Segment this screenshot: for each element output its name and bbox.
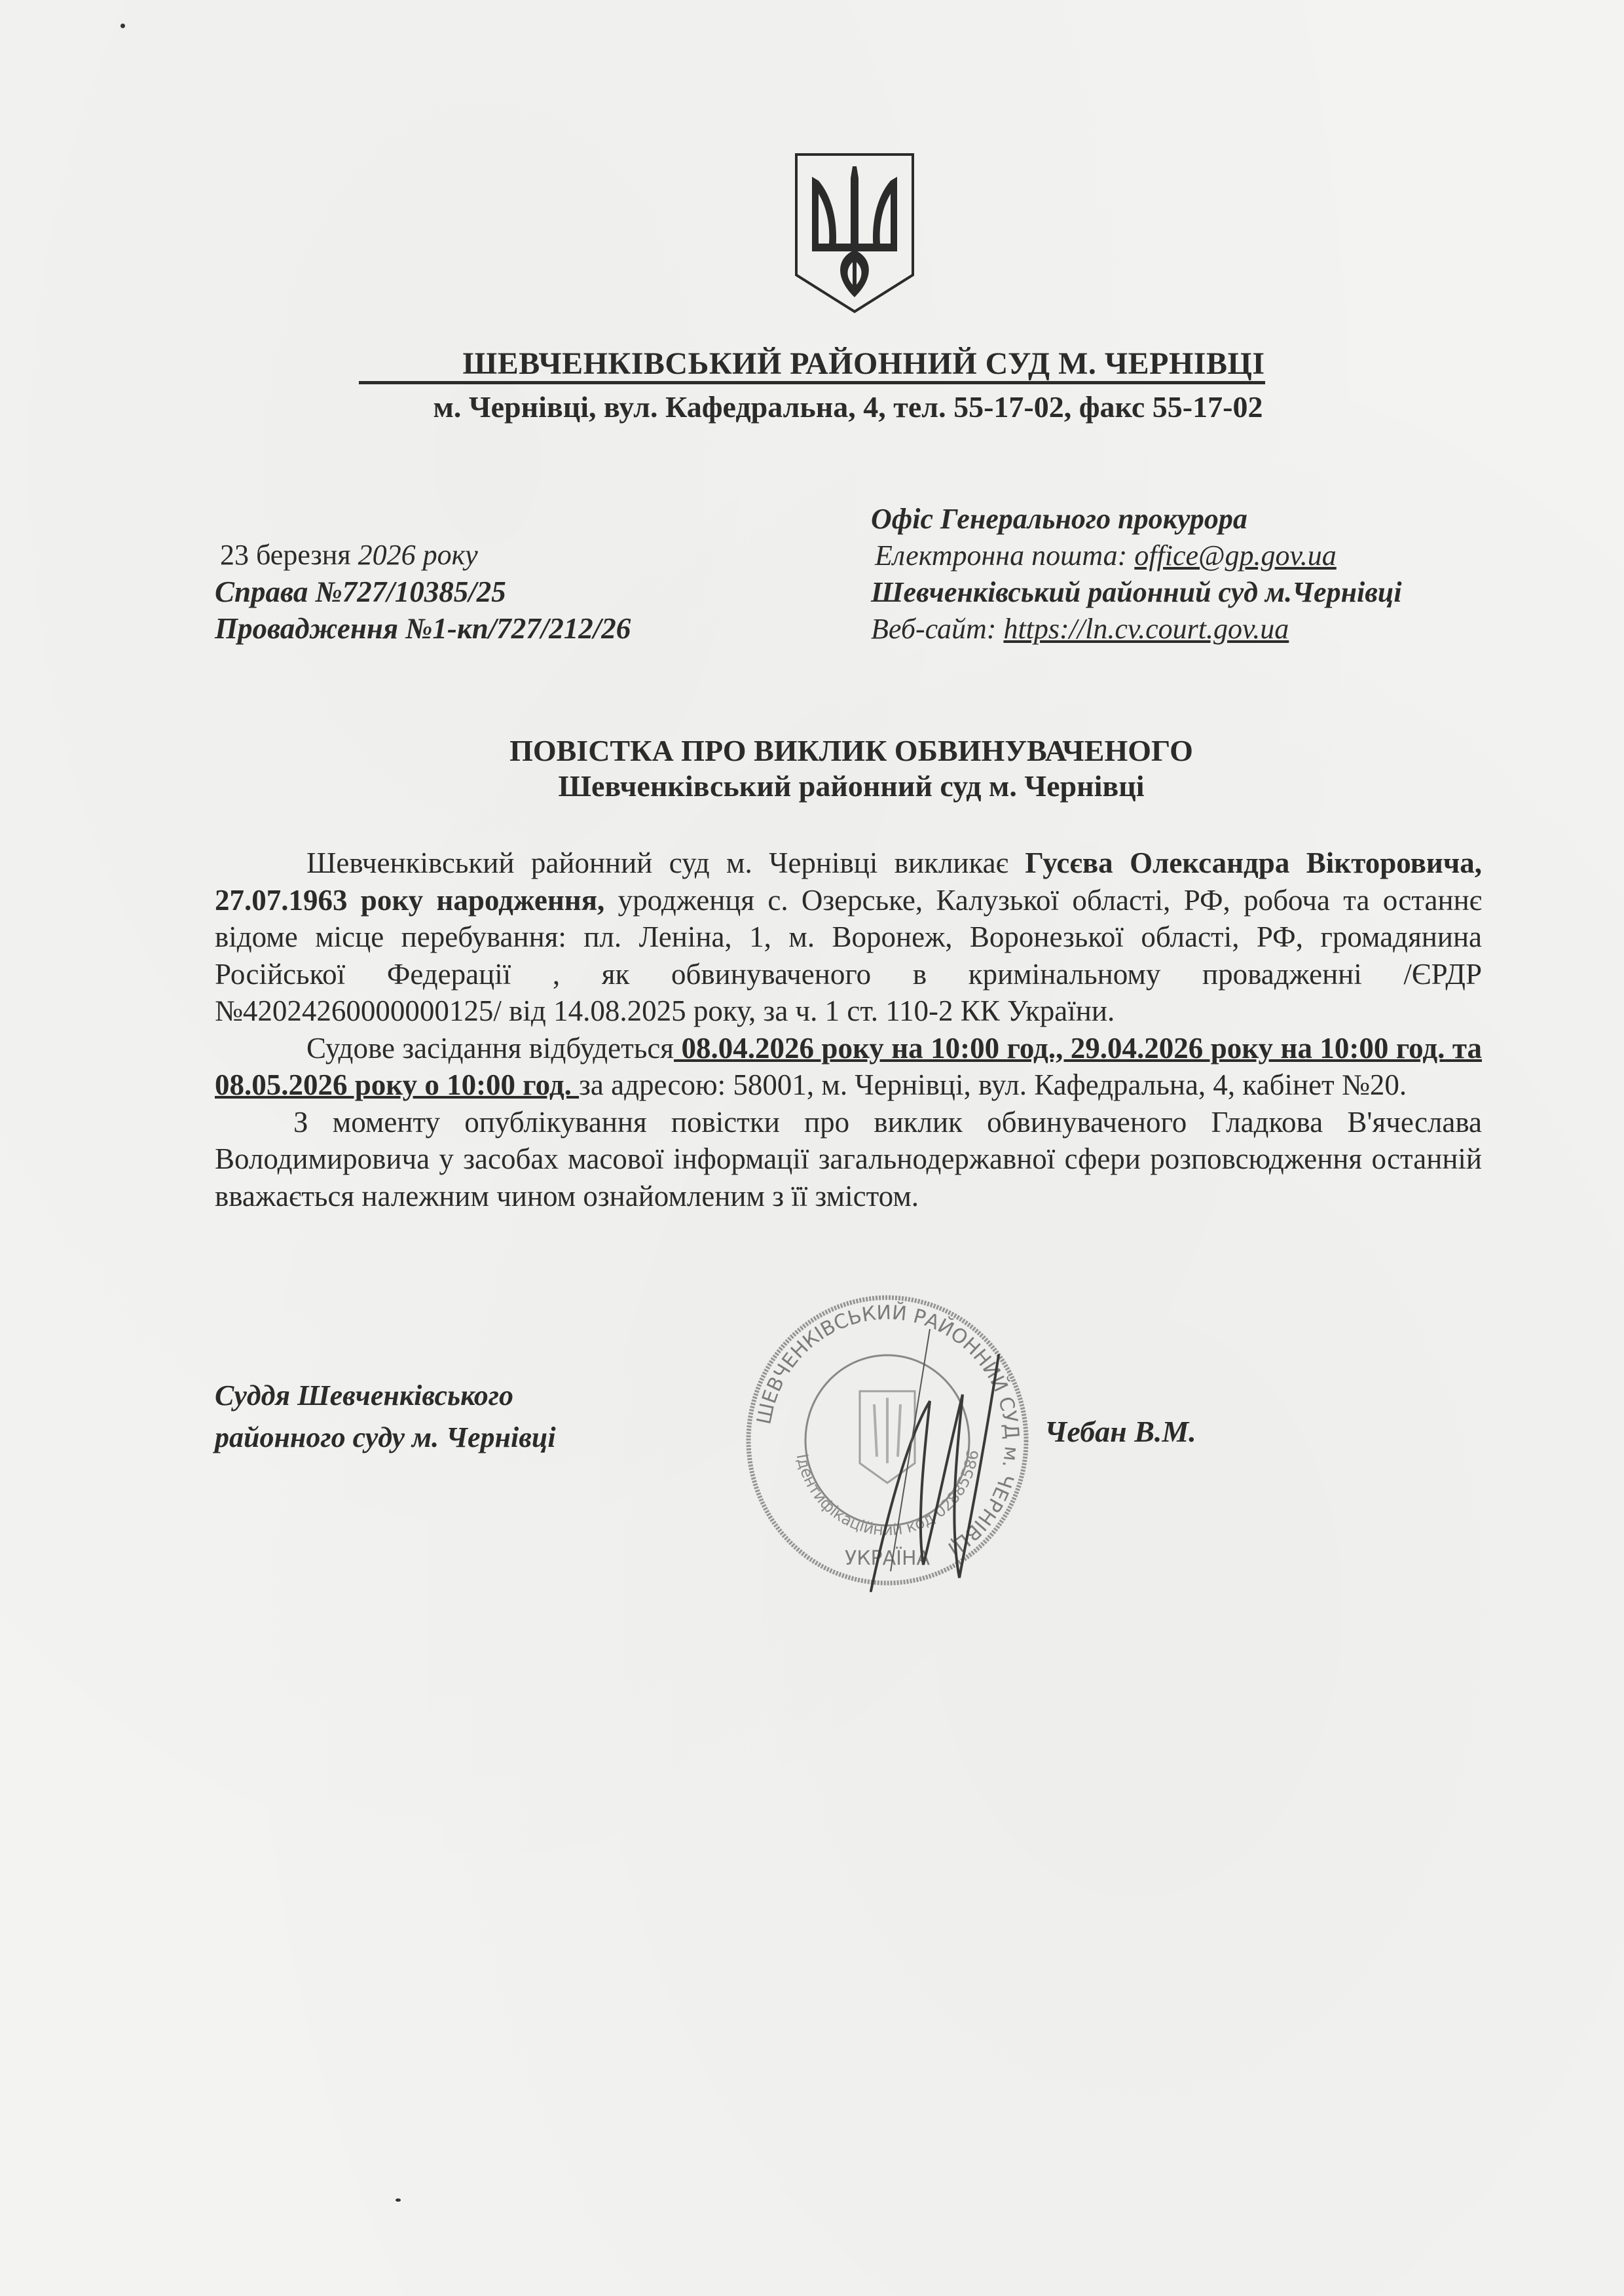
website-link[interactable]: https://ln.cv.court.gov.ua <box>1003 613 1289 645</box>
scan-speck <box>396 2198 401 2202</box>
trident-emblem-icon <box>792 152 917 316</box>
title-sub: Шевченківський районний суд м. Чернівці <box>558 769 1145 803</box>
text: уродженця с. Озерське, Калузької області, РФ, робоча та останнє відоме місце перебування: пл. Леніна, 1, м. Воронеж, Воронезької області, РФ, громадянина Російської Федерації , як обвинуваченого в кримінальному провадженні /ЄРДР №42024260000000125/ від 14.08.2025 року, за ч. 1 ст. 110-2 КК України. <box>215 883 1482 1027</box>
website-label: Веб-сайт: <box>871 613 997 645</box>
position-line: Суддя Шевченківського <box>215 1379 513 1412</box>
court-name: ШЕВЧЕНКІВСЬКИЙ РАЙОННИЙ СУД М. ЧЕРНІВЦІ <box>359 347 1264 384</box>
paragraph-publication: З моменту опублікування повістки про виклик обвинуваченого Гладкова В'ячеслава Володимировича у засобах масової інформації загальнодержавної сфери розповсюдження останній вважається належним чином ознайомленим з її змістом. <box>215 1105 1482 1212</box>
text: Шевченківський районний суд м. Чернівці викликає <box>306 847 1025 879</box>
proceeding-number: Провадження №1-кп/727/212/26 <box>215 612 631 645</box>
seal-outer-textpath: ШЕВЧЕНКІВСЬКИЙ РАЙОННИЙ СУД м. ЧЕРНІВЦІ <box>752 1301 1024 1560</box>
seal-bottom-text: УКРАЇНА <box>844 1547 931 1570</box>
recipient: Офіс Генерального прокурора <box>871 503 1247 535</box>
document-date <box>215 537 631 574</box>
seal-inner-textpath: Ідентифікаційний код 02885586 <box>792 1448 983 1540</box>
scan-speck <box>120 24 125 28</box>
email-line <box>871 538 1402 574</box>
position-line: районного суду м. Чернівці <box>215 1421 556 1453</box>
email-label: Електронна пошта: <box>875 539 1128 572</box>
text: Судове засідання відбудеться <box>306 1031 674 1065</box>
court-address: м. Чернівці, вул. Кафедральна, 4, тел. 55-17-02, факс 55-17-02 <box>433 390 1263 424</box>
date-day-month: 23 березня <box>220 539 351 571</box>
document-title <box>0 733 1624 804</box>
case-meta <box>215 537 631 647</box>
title-main: ПОВІСТКА ПРО ВИКЛИК ОБВИНУВАЧЕНОГО <box>509 734 1193 767</box>
hearing-dates: 08.04.2026 року на 10:00 год., 29.04.2026 року на 10:00 год. та 08.05.2026 року о 10:00 год. <box>215 1031 1482 1101</box>
court-name-heading <box>0 346 1624 384</box>
hearing-address: за адресою: 58001, м. Чернівці, вул. Кафедральна, 4, кабінет №20. <box>579 1068 1407 1101</box>
judge-position <box>215 1375 556 1459</box>
summons-body <box>215 845 1482 1214</box>
addressee-block <box>871 501 1402 647</box>
judge-name: Чебан В.М. <box>1044 1415 1196 1448</box>
paragraph-summons <box>215 845 1482 1030</box>
paragraph-hearing <box>215 1030 1482 1104</box>
handwritten-signature <box>851 1329 1008 1611</box>
case-number: Справа №727/10385/25 <box>215 575 506 608</box>
sender: Шевченківський районний суд м.Чернівці <box>871 576 1402 608</box>
accused-name: Гусєва Олександра Вікторовича, 27.07.1963 року народження, <box>215 847 1482 917</box>
website-line <box>871 611 1402 647</box>
date-year: 2026 року <box>358 539 478 571</box>
email-link[interactable]: office@gp.gov.ua <box>1134 539 1337 572</box>
